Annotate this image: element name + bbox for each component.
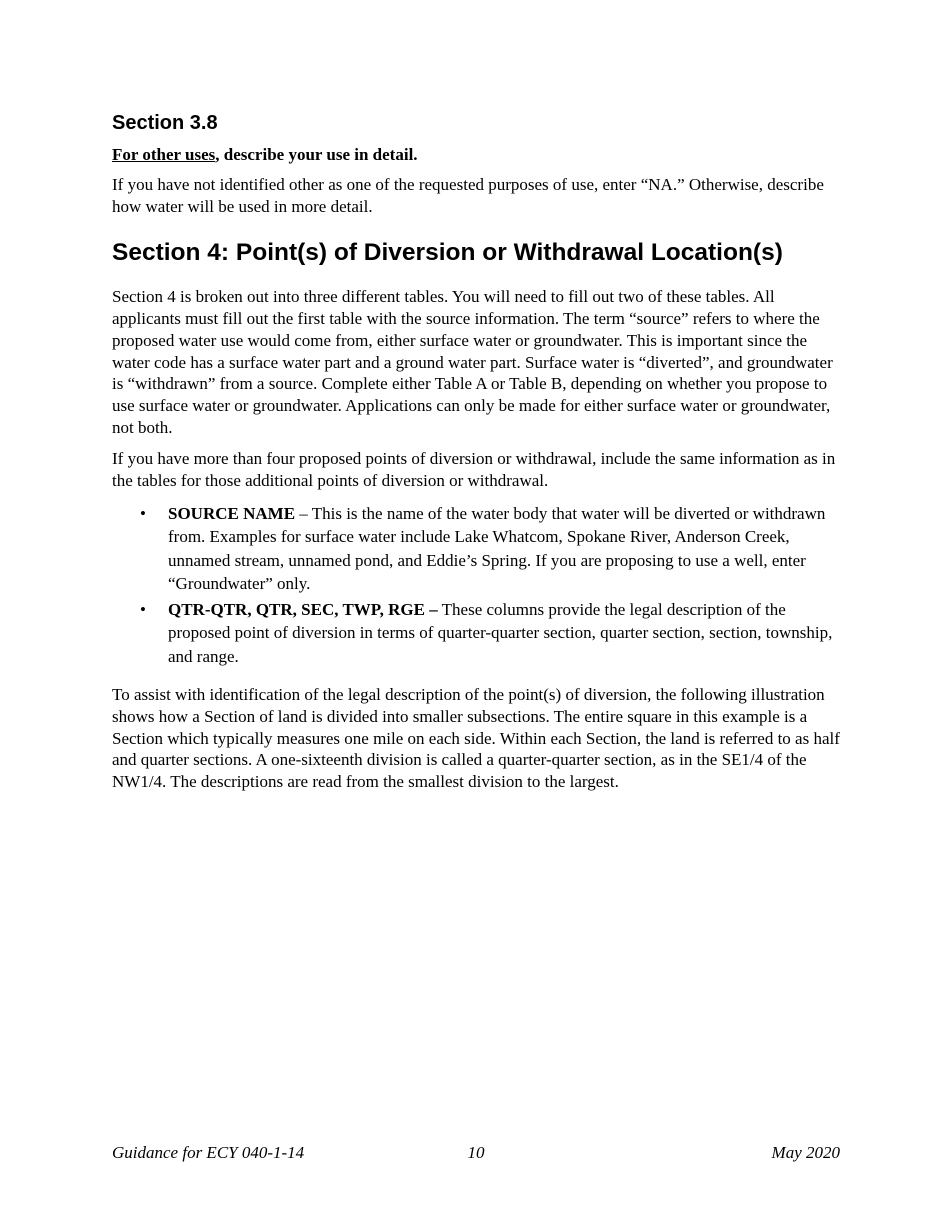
section-3-8-body: If you have not identified other as one of the requested purposes of use, enter “NA.” Otherwise, describe how water will be used in more detail. <box>112 175 824 216</box>
section-4-paragraph-1: Section 4 is broken out into three different tables. You will need to fill out two of these tables. All applicants must fill out the first table with the source information. The term “source” refers to where the proposed water use would come from, either surface water or groundwater. This is important since the water code has a surface water part and a ground water part. Surface water is “diverted”, and groundwater is “withdrawn” from a source. Complete either Table A or Table B, depending on whether you propose to use surface water or groundwater. Applications can only be made for either surface water or groundwater, not both. <box>112 287 833 437</box>
subheading-underlined: For other uses <box>112 145 216 164</box>
footer-page-number: 10 <box>467 1143 485 1162</box>
footer-date: May 2020 <box>771 1143 840 1162</box>
section-4-heading: Section 4: Point(s) of Diversion or Withdrawal Location(s) <box>112 239 783 267</box>
bullet-term: QTR-QTR, QTR, SEC, TWP, RGE – <box>168 599 438 619</box>
document-body <box>112 108 840 803</box>
section-4-paragraph-2: If you have more than four proposed points of diversion or withdrawal, include the same information as in the tables for those additional points of diversion or withdrawal. <box>112 449 836 491</box>
bullet-source-name <box>112 502 840 596</box>
section-4-bullet-list <box>112 502 840 669</box>
page-footer <box>112 1143 840 1165</box>
bullet-text: These columns provide the legal description of the proposed point of diversion in terms of quarter-quarter section, quarter section, section, township, and range. <box>168 599 833 666</box>
section-3-8-subheading <box>112 144 840 166</box>
bullet-text: – This is the name of the water body that water will be diverted or withdrawn from. Examples for surface water include Lake Whatcom, Spokane River, Anderson Creek, unnamed stream, unnamed pond, and Eddie’s Spring. If you are proposing to use a well, enter “Groundwater” only. <box>168 503 826 594</box>
bullet-icon: • <box>140 503 146 523</box>
bullet-term: SOURCE NAME <box>168 503 296 523</box>
subheading-rest: , describe your use in detail. <box>215 145 418 164</box>
bullet-icon: • <box>140 599 146 619</box>
footer-document-title: Guidance for ECY 040-1-14 <box>112 1143 305 1162</box>
section-4-paragraph-3: To assist with identification of the legal description of the point(s) of diversion, the following illustration shows how a Section of land is divided into smaller subsections. The entire square in this example is a Section which typically measures one mile on each side. Within each Section, the land is referred to as half and quarter sections. A one-sixteenth division is called a quarter-quarter section, as in the SE1/4 of the NW1/4. The descriptions are read from the smallest division to the largest. <box>112 685 840 792</box>
bullet-legal-description <box>112 598 840 669</box>
section-3-8-heading: Section 3.8 <box>112 112 218 134</box>
